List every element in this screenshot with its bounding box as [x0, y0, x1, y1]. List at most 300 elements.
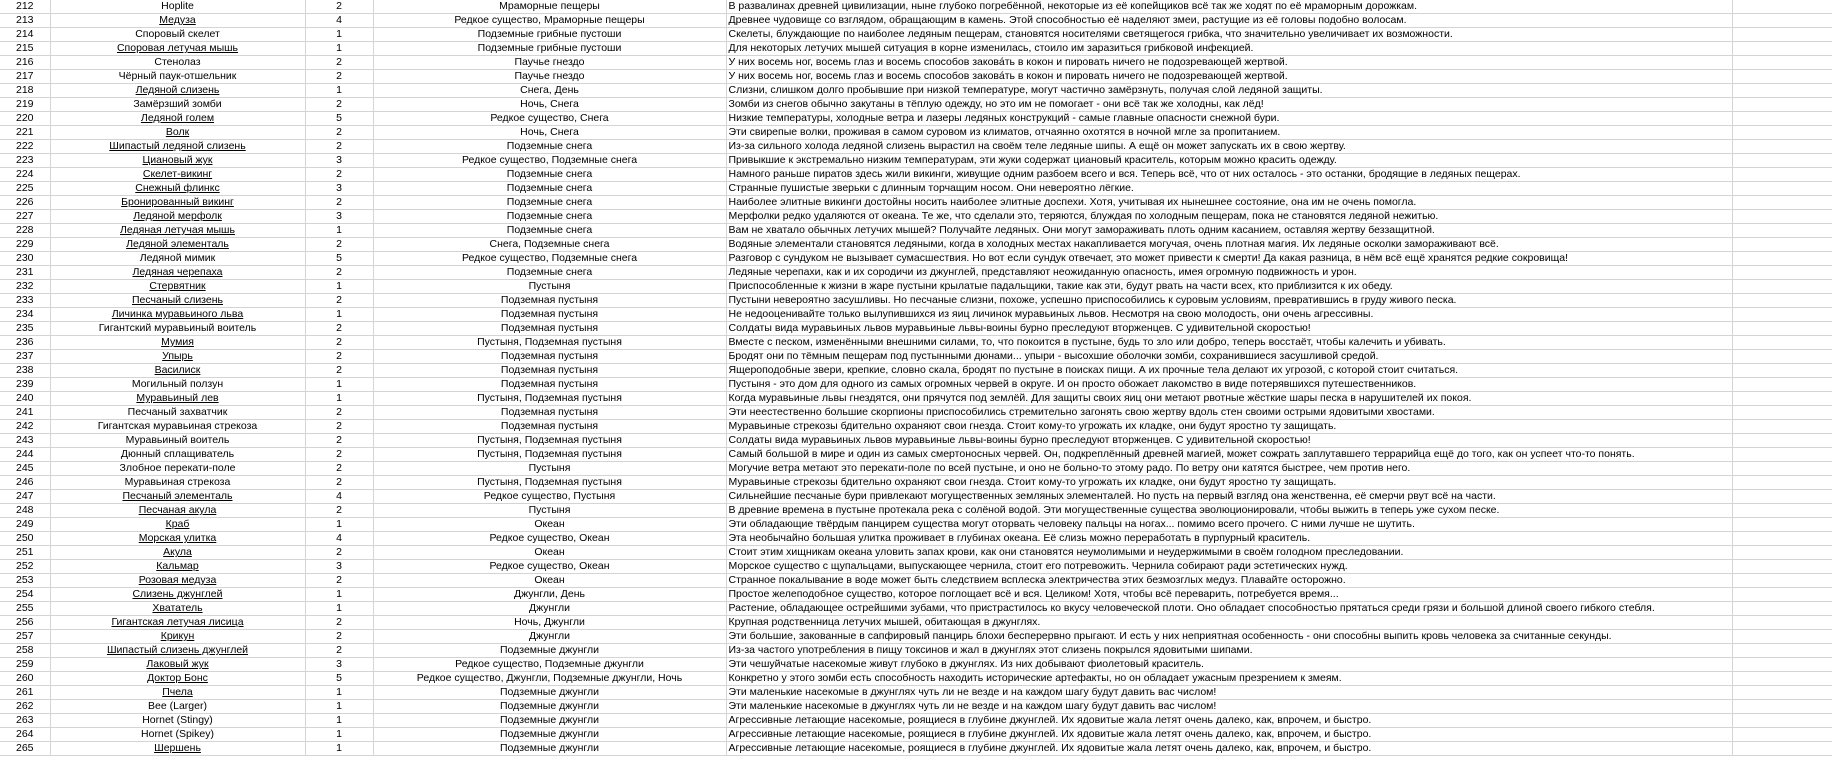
cell-empty[interactable]	[1732, 672, 1832, 686]
cell-environment[interactable]: Подземные снега	[373, 168, 726, 182]
cell-empty[interactable]	[1732, 574, 1832, 588]
cell-description[interactable]: Странное покалывание в воде может быть следствием всплеска электричества этих безмозглых медуз. Плавайте осторожно.	[726, 574, 1732, 588]
cell-empty[interactable]	[1732, 56, 1832, 70]
cell-empty[interactable]	[1732, 28, 1832, 42]
cell-id[interactable]: 221	[0, 126, 50, 140]
cell-environment[interactable]: Подземная пустыня	[373, 294, 726, 308]
cell-description[interactable]: Эти чешуйчатые насекомые живут глубоко в джунглях. Из них добывают фиолетовый краситель.	[726, 658, 1732, 672]
cell-empty[interactable]	[1732, 168, 1832, 182]
cell-environment[interactable]: Подземные джунгли	[373, 728, 726, 742]
cell-id[interactable]: 230	[0, 252, 50, 266]
cell-empty[interactable]	[1732, 714, 1832, 728]
cell-name[interactable]: Стенолаз	[50, 56, 305, 70]
creature-link[interactable]: Ледяной слизень	[135, 84, 220, 96]
cell-id[interactable]: 249	[0, 518, 50, 532]
creature-link[interactable]: Ледяной элементаль	[126, 238, 229, 250]
creature-link[interactable]: Ледяная черепаха	[132, 266, 223, 278]
cell-environment[interactable]: Подземная пустыня	[373, 308, 726, 322]
cell-empty[interactable]	[1732, 630, 1832, 644]
cell-environment[interactable]: Подземная пустыня	[373, 364, 726, 378]
cell-environment[interactable]: Пустыня, Подземная пустыня	[373, 476, 726, 490]
cell-id[interactable]: 239	[0, 378, 50, 392]
cell-name[interactable]	[50, 560, 305, 574]
cell-environment[interactable]: Подземные снега	[373, 140, 726, 154]
cell-count[interactable]: 1	[305, 378, 373, 392]
cell-empty[interactable]	[1732, 378, 1832, 392]
cell-name[interactable]	[50, 126, 305, 140]
cell-environment[interactable]: Подземная пустыня	[373, 322, 726, 336]
cell-environment[interactable]: Редкое существо, Подземные снега	[373, 154, 726, 168]
cell-empty[interactable]	[1732, 462, 1832, 476]
cell-empty[interactable]	[1732, 84, 1832, 98]
cell-id[interactable]: 264	[0, 728, 50, 742]
cell-environment[interactable]: Редкое существо, Подземные джунгли	[373, 658, 726, 672]
cell-id[interactable]: 217	[0, 70, 50, 84]
cell-id[interactable]: 216	[0, 56, 50, 70]
cell-id[interactable]: 253	[0, 574, 50, 588]
cell-name[interactable]	[50, 644, 305, 658]
cell-id[interactable]: 229	[0, 238, 50, 252]
cell-name[interactable]	[50, 364, 305, 378]
cell-environment[interactable]: Редкое существо, Снега	[373, 112, 726, 126]
cell-description[interactable]: Морское существо с щупальцами, выпускающее чернила, стоит его потревожить. Чернила собирают ради эстетических нужд.	[726, 560, 1732, 574]
cell-environment[interactable]: Пустыня	[373, 504, 726, 518]
cell-description[interactable]: Пустыни невероятно засушливы. Но песчаные слизни, похоже, успешно приспособились к суровым условиям, превратившись в груду живого песка.	[726, 294, 1732, 308]
cell-name[interactable]	[50, 266, 305, 280]
cell-id[interactable]: 213	[0, 14, 50, 28]
creature-link[interactable]: Слизень джунглей	[132, 588, 223, 600]
cell-empty[interactable]	[1732, 518, 1832, 532]
cell-environment[interactable]: Подземные джунгли	[373, 700, 726, 714]
cell-description[interactable]: Слизни, слишком долго пробывшие при низкой температуре, могут частично замёрзнуть, получая слой ледяной защиты.	[726, 84, 1732, 98]
creature-link[interactable]: Волк	[165, 126, 190, 138]
cell-count[interactable]: 2	[305, 630, 373, 644]
cell-name[interactable]: Дюнный сплащиватель	[50, 448, 305, 462]
cell-id[interactable]: 228	[0, 224, 50, 238]
creature-link[interactable]: Акула	[163, 546, 192, 558]
creature-link[interactable]: Пчела	[162, 686, 193, 698]
cell-description[interactable]: Ящероподобные звери, крепкие, словно скала, бродят по пустыне в поисках пищи. А их прочные тела делают их угрозой, с которой стоит считаться.	[726, 364, 1732, 378]
creature-link[interactable]: Ледяной мерфолк	[133, 210, 222, 222]
cell-name[interactable]: Hornet (Stingy)	[50, 714, 305, 728]
cell-empty[interactable]	[1732, 532, 1832, 546]
cell-empty[interactable]	[1732, 420, 1832, 434]
cell-name[interactable]	[50, 280, 305, 294]
cell-environment[interactable]: Подземные джунгли	[373, 742, 726, 756]
cell-description[interactable]: Агрессивные летающие насекомые, роящиеся в глубине джунглей. Их ядовитые жала летят очень далеко, как, впрочем, и быстро.	[726, 742, 1732, 756]
cell-environment[interactable]: Редкое существо, Джунгли, Подземные джунгли, Ночь	[373, 672, 726, 686]
cell-description[interactable]: Эти обладающие твёрдым панцирем существа могут оторвать человеку пальцы на ногах... помимо всего прочего. С ними лучше не шутить.	[726, 518, 1732, 532]
cell-count[interactable]: 1	[305, 392, 373, 406]
cell-empty[interactable]	[1732, 434, 1832, 448]
cell-environment[interactable]: Подземная пустыня	[373, 378, 726, 392]
creature-link[interactable]: Кальмар	[156, 560, 199, 572]
cell-id[interactable]: 234	[0, 308, 50, 322]
cell-id[interactable]: 241	[0, 406, 50, 420]
cell-description[interactable]: Солдаты вида муравьиных львов муравьиные львы-воины бурно преследуют вторженцев. С удивительной скоростью!	[726, 322, 1732, 336]
cell-empty[interactable]	[1732, 112, 1832, 126]
cell-environment[interactable]: Редкое существо, Пустыня	[373, 490, 726, 504]
cell-id[interactable]: 220	[0, 112, 50, 126]
cell-count[interactable]: 2	[305, 56, 373, 70]
cell-environment[interactable]: Подземные снега	[373, 266, 726, 280]
cell-description[interactable]: Из-за частого употребления в пищу токсинов и жал в джунглях этот слизень покрылся ядовитыми шипами.	[726, 644, 1732, 658]
cell-count[interactable]: 2	[305, 574, 373, 588]
cell-count[interactable]: 5	[305, 112, 373, 126]
cell-id[interactable]: 258	[0, 644, 50, 658]
cell-count[interactable]: 3	[305, 210, 373, 224]
cell-description[interactable]: Растение, обладающее острейшими зубами, что пристрастилось ко вкусу человеческой плоти. Оно обладает способностью прятаться среди грязи и большой длиной своего гибкого стебля.	[726, 602, 1732, 616]
cell-name[interactable]	[50, 308, 305, 322]
creature-link[interactable]: Хвататель	[152, 602, 203, 614]
cell-id[interactable]: 250	[0, 532, 50, 546]
cell-name[interactable]	[50, 196, 305, 210]
cell-environment[interactable]: Пустыня, Подземная пустыня	[373, 336, 726, 350]
cell-count[interactable]: 1	[305, 28, 373, 42]
cell-environment[interactable]: Пустыня	[373, 280, 726, 294]
cell-count[interactable]: 2	[305, 70, 373, 84]
cell-description[interactable]: Из-за сильного холода ледяной слизень вырастил на своём теле ледяные шипы. А ещё он может запускать их в свою жертву.	[726, 140, 1732, 154]
cell-empty[interactable]	[1732, 42, 1832, 56]
cell-description[interactable]: В древние времена в пустыне протекала река с солёной водой. Эти могущественные существа эволюционировали, чтобы выжить в теперь уже сухом песке.	[726, 504, 1732, 518]
cell-description[interactable]: У них восемь ног, восемь глаз и восемь способов закова́ть в кокон и пировать ничего не подозревающей жертвой.	[726, 70, 1732, 84]
creature-link[interactable]: Шершень	[154, 742, 201, 754]
cell-description[interactable]: Странные пушистые зверьки с длинным торчащим носом. Они невероятно лёгкие.	[726, 182, 1732, 196]
cell-description[interactable]: В развалинах древней цивилизации, ныне глубоко погребённой, некоторые из её копейщиков всё так же ходят по её мраморным дорожкам.	[726, 0, 1732, 14]
cell-name[interactable]	[50, 602, 305, 616]
cell-count[interactable]: 2	[305, 476, 373, 490]
creature-link[interactable]: Личинка муравьиного льва	[111, 308, 244, 320]
cell-id[interactable]: 257	[0, 630, 50, 644]
cell-environment[interactable]: Пустыня, Подземная пустыня	[373, 392, 726, 406]
cell-description[interactable]: Разговор с сундуком не вызывает сумасшествия. Но вот если сундук отвечает, это может привести к смерти! Да какая разница, в нём всё ещё хранятся редкие сокровища!	[726, 252, 1732, 266]
cell-environment[interactable]: Ночь, Снега	[373, 126, 726, 140]
cell-empty[interactable]	[1732, 392, 1832, 406]
cell-description[interactable]: Агрессивные летающие насекомые, роящиеся в глубине джунглей. Их ядовитые жала летят очень далеко, как, впрочем, и быстро.	[726, 714, 1732, 728]
cell-environment[interactable]: Снега, Подземные снега	[373, 238, 726, 252]
cell-count[interactable]: 2	[305, 364, 373, 378]
cell-name[interactable]	[50, 630, 305, 644]
cell-environment[interactable]: Пустыня, Подземная пустыня	[373, 434, 726, 448]
cell-id[interactable]: 254	[0, 588, 50, 602]
cell-name[interactable]: Муравьиная стрекоза	[50, 476, 305, 490]
creature-link[interactable]: Крикун	[160, 630, 195, 642]
cell-name[interactable]	[50, 686, 305, 700]
cell-id[interactable]: 224	[0, 168, 50, 182]
cell-name[interactable]: Hoplite	[50, 0, 305, 14]
creature-link[interactable]: Мумия	[161, 336, 194, 348]
cell-environment[interactable]: Подземные снега	[373, 224, 726, 238]
cell-description[interactable]: Бродят они по тёмным пещерам под пустынными дюнами... упыри - высохшие оболочки зомби, сохранившиеся засушливой средой.	[726, 350, 1732, 364]
cell-id[interactable]: 242	[0, 420, 50, 434]
cell-count[interactable]: 1	[305, 280, 373, 294]
creature-link[interactable]: Доктор Бонс	[147, 672, 208, 684]
cell-description[interactable]: Эти маленькие насекомые в джунглях чуть ли не везде и на каждом шагу будут давить вас числом!	[726, 686, 1732, 700]
cell-count[interactable]: 2	[305, 294, 373, 308]
cell-name[interactable]	[50, 140, 305, 154]
cell-count[interactable]: 1	[305, 742, 373, 756]
cell-environment[interactable]: Подземная пустыня	[373, 406, 726, 420]
cell-count[interactable]: 2	[305, 238, 373, 252]
cell-empty[interactable]	[1732, 560, 1832, 574]
cell-id[interactable]: 256	[0, 616, 50, 630]
cell-description[interactable]: Вместе с песком, изменёнными внешними силами, то, что покоится в пустыне, будь то зло или добро, теперь восстаёт, чтобы калечить и убивать.	[726, 336, 1732, 350]
cell-description[interactable]: Древнее чудовище со взглядом, обращающим в камень. Этой способностью её наделяют змеи, растущие из её головы подобно волосам.	[726, 14, 1732, 28]
cell-count[interactable]: 1	[305, 602, 373, 616]
creature-link[interactable]: Снежный флинкс	[135, 182, 220, 194]
cell-name[interactable]: Муравьиный воитель	[50, 434, 305, 448]
cell-empty[interactable]	[1732, 658, 1832, 672]
cell-count[interactable]: 5	[305, 672, 373, 686]
cell-description[interactable]: Привыкшие к экстремально низким температурам, эти жуки содержат циановый краситель, которым можно красить одежду.	[726, 154, 1732, 168]
cell-environment[interactable]: Ночь, Снега	[373, 98, 726, 112]
cell-description[interactable]: Солдаты вида муравьиных львов муравьиные львы-воины бурно преследуют вторженцев. С удивительной скоростью!	[726, 434, 1732, 448]
creature-link[interactable]: Стервятник	[149, 280, 206, 292]
creature-link[interactable]: Ледяной голем	[140, 112, 215, 124]
cell-empty[interactable]	[1732, 350, 1832, 364]
cell-description[interactable]: Простое желеподобное существо, которое поглощает всё и вся. Целиком! Хотя, чтобы всё переварить, потребуется время...	[726, 588, 1732, 602]
cell-empty[interactable]	[1732, 294, 1832, 308]
cell-count[interactable]: 1	[305, 518, 373, 532]
cell-count[interactable]: 2	[305, 546, 373, 560]
cell-environment[interactable]: Редкое существо, Мраморные пещеры	[373, 14, 726, 28]
cell-description[interactable]: Не недооценивайте только вылупившихся из яиц личинок муравьиных львов. Несмотря на свою молодость, они очень агрессивны.	[726, 308, 1732, 322]
cell-name[interactable]	[50, 546, 305, 560]
cell-name[interactable]	[50, 518, 305, 532]
cell-description[interactable]: Эти неестественно большие скорпионы приспособились стремительно загонять свою жертву вдоль стен своими острыми ядовитыми хвостами.	[726, 406, 1732, 420]
cell-description[interactable]: Могучие ветра метают это перекати-поле по всей пустыне, и оно не больно-то этому радо. По ветру они катятся быстрее, чем против него.	[726, 462, 1732, 476]
cell-count[interactable]: 2	[305, 98, 373, 112]
creature-link[interactable]: Циановый жук	[142, 154, 213, 166]
cell-empty[interactable]	[1732, 490, 1832, 504]
cell-id[interactable]: 245	[0, 462, 50, 476]
cell-description[interactable]: Наиболее элитные викинги достойны носить наиболее элитные доспехи. Хотя, учитывая их нынешнее состояние, она им не очень помогла.	[726, 196, 1732, 210]
cell-empty[interactable]	[1732, 742, 1832, 756]
cell-environment[interactable]: Подземные грибные пустоши	[373, 28, 726, 42]
cell-id[interactable]: 227	[0, 210, 50, 224]
cell-empty[interactable]	[1732, 14, 1832, 28]
cell-description[interactable]: Эти свирепые волки, проживая в самом суровом из климатов, отчаянно охотятся в ночной мгле за пропитанием.	[726, 126, 1732, 140]
cell-description[interactable]: Для некоторых летучих мышей ситуация в корне изменилась, стоило им заразиться грибковой инфекцией.	[726, 42, 1732, 56]
cell-description[interactable]: Эти большие, закованные в сапфировый панцирь блохи бесперервно прыгают. И есть у них неприятная особенность - они способны выпить кровь человека за считанные секунды.	[726, 630, 1732, 644]
cell-environment[interactable]: Пустыня	[373, 462, 726, 476]
cell-id[interactable]: 231	[0, 266, 50, 280]
cell-empty[interactable]	[1732, 588, 1832, 602]
cell-description[interactable]: Самый большой в мире и один из самых смертоносных червей. Он, подкреплённый древней магией, может сожрать заплутавшего террарийца ещё до того, как он успеет что-то понять.	[726, 448, 1732, 462]
cell-environment[interactable]: Снега, День	[373, 84, 726, 98]
cell-name[interactable]	[50, 672, 305, 686]
creature-link[interactable]: Бронированный викинг	[121, 196, 234, 208]
cell-empty[interactable]	[1732, 546, 1832, 560]
cell-empty[interactable]	[1732, 140, 1832, 154]
cell-count[interactable]: 5	[305, 252, 373, 266]
cell-count[interactable]: 1	[305, 588, 373, 602]
cell-name[interactable]	[50, 742, 305, 756]
cell-description[interactable]: Когда муравьиные львы гнездятся, они прячутся под землёй. Для защиты своих яиц они метают рвотные жёсткие шары песка в нарушителей их покоя.	[726, 392, 1732, 406]
cell-description[interactable]: У них восемь ног, восемь глаз и восемь способов закова́ть в кокон и пировать ничего не подозревающей жертвой.	[726, 56, 1732, 70]
cell-name[interactable]: Могильный ползун	[50, 378, 305, 392]
cell-environment[interactable]: Океан	[373, 518, 726, 532]
cell-description[interactable]: Агрессивные летающие насекомые, роящиеся в глубине джунглей. Их ядовитые жала летят очень далеко, как, впрочем, и быстро.	[726, 728, 1732, 742]
cell-description[interactable]: Сильнейшие песчаные бури привлекают могущественных земляных элементалей. Но пусть на первый взгляд она женственна, её смерчи рвут всё на части.	[726, 490, 1732, 504]
cell-id[interactable]: 225	[0, 182, 50, 196]
cell-count[interactable]: 1	[305, 308, 373, 322]
cell-description[interactable]: Пустыня - это дом для одного из самых огромных червей в округе. И он просто обожает лакомство в виде потерявшихся путешественников.	[726, 378, 1732, 392]
cell-environment[interactable]: Паучье гнездо	[373, 56, 726, 70]
cell-empty[interactable]	[1732, 308, 1832, 322]
cell-name[interactable]	[50, 84, 305, 98]
cell-name[interactable]	[50, 14, 305, 28]
cell-id[interactable]: 212	[0, 0, 50, 14]
creature-link[interactable]: Шипастый слизень джунглей	[106, 644, 249, 656]
cell-id[interactable]: 232	[0, 280, 50, 294]
cell-id[interactable]: 240	[0, 392, 50, 406]
cell-name[interactable]	[50, 504, 305, 518]
cell-name[interactable]	[50, 532, 305, 546]
cell-count[interactable]: 2	[305, 266, 373, 280]
cell-name[interactable]: Ледяной мимик	[50, 252, 305, 266]
cell-name[interactable]: Bee (Larger)	[50, 700, 305, 714]
cell-name[interactable]	[50, 658, 305, 672]
cell-name[interactable]: Гигантский муравьиный воитель	[50, 322, 305, 336]
cell-count[interactable]: 1	[305, 714, 373, 728]
cell-description[interactable]: Муравьиные стрекозы бдительно охраняют свои гнезда. Стоит кому-то угрожать их кладке, они будут яростно ту защищать.	[726, 476, 1732, 490]
creature-link[interactable]: Краб	[165, 518, 190, 530]
cell-count[interactable]: 1	[305, 728, 373, 742]
cell-description[interactable]: Приспособленные к жизни в жаре пустыни крылатые падальщики, такие как эти, будут рвать на части всех, кто приблизится к их обеду.	[726, 280, 1732, 294]
cell-count[interactable]: 2	[305, 0, 373, 14]
cell-id[interactable]: 243	[0, 434, 50, 448]
cell-id[interactable]: 233	[0, 294, 50, 308]
cell-description[interactable]: Конкретно у этого зомби есть способность находить исторические артефакты, но он обладает ужасным презрением к змеям.	[726, 672, 1732, 686]
cell-environment[interactable]: Ночь, Джунгли	[373, 616, 726, 630]
cell-description[interactable]: Муравьиные стрекозы бдительно охраняют свои гнезда. Стоит кому-то угрожать их кладке, они будут яростно ту защищать.	[726, 420, 1732, 434]
cell-count[interactable]: 2	[305, 448, 373, 462]
cell-description[interactable]: Вам не хватало обычных летучих мышей? Получайте ледяных. Они могут замораживать плоть одним касанием, оставляя жертву беззащитной.	[726, 224, 1732, 238]
cell-id[interactable]: 219	[0, 98, 50, 112]
cell-environment[interactable]: Подземные джунгли	[373, 686, 726, 700]
cell-count[interactable]: 2	[305, 616, 373, 630]
creature-link[interactable]: Медуза	[159, 14, 196, 26]
cell-name[interactable]	[50, 42, 305, 56]
cell-count[interactable]: 4	[305, 532, 373, 546]
cell-count[interactable]: 2	[305, 350, 373, 364]
cell-name[interactable]	[50, 154, 305, 168]
cell-empty[interactable]	[1732, 266, 1832, 280]
cell-description[interactable]: Водяные элементали становятся ледяными, когда в холодных местах накапливается могучая, очень плотная магия. Их ледяные осколки замораживают всё.	[726, 238, 1732, 252]
cell-id[interactable]: 237	[0, 350, 50, 364]
cell-empty[interactable]	[1732, 728, 1832, 742]
cell-environment[interactable]: Джунгли	[373, 630, 726, 644]
cell-description[interactable]: Эти маленькие насекомые в джунглях чуть ли не везде и на каждом шагу будут давить вас числом!	[726, 700, 1732, 714]
cell-environment[interactable]: Подземные джунгли	[373, 644, 726, 658]
cell-empty[interactable]	[1732, 182, 1832, 196]
cell-count[interactable]: 2	[305, 126, 373, 140]
cell-id[interactable]: 215	[0, 42, 50, 56]
cell-id[interactable]: 252	[0, 560, 50, 574]
cell-description[interactable]: Крупная родственница летучих мышей, обитающая в джунглях.	[726, 616, 1732, 630]
cell-empty[interactable]	[1732, 322, 1832, 336]
cell-id[interactable]: 218	[0, 84, 50, 98]
cell-description[interactable]: Намного раньше пиратов здесь жили викинги, живущие одним разбоем всего и вся. Теперь всё, что от них осталось - это останки, бродящие в ледяных пещерах.	[726, 168, 1732, 182]
cell-name[interactable]: Hornet (Spikey)	[50, 728, 305, 742]
cell-empty[interactable]	[1732, 0, 1832, 14]
cell-count[interactable]: 2	[305, 462, 373, 476]
cell-environment[interactable]: Подземная пустыня	[373, 420, 726, 434]
cell-id[interactable]: 246	[0, 476, 50, 490]
cell-count[interactable]: 2	[305, 644, 373, 658]
cell-name[interactable]	[50, 350, 305, 364]
cell-name[interactable]: Чёрный паук-отшельник	[50, 70, 305, 84]
cell-count[interactable]: 1	[305, 42, 373, 56]
cell-id[interactable]: 235	[0, 322, 50, 336]
cell-empty[interactable]	[1732, 126, 1832, 140]
cell-id[interactable]: 255	[0, 602, 50, 616]
cell-id[interactable]: 236	[0, 336, 50, 350]
cell-count[interactable]: 1	[305, 686, 373, 700]
creature-link[interactable]: Василиск	[154, 364, 201, 376]
cell-name[interactable]	[50, 238, 305, 252]
cell-environment[interactable]: Подземные снега	[373, 196, 726, 210]
cell-environment[interactable]: Пустыня, Подземная пустыня	[373, 448, 726, 462]
cell-empty[interactable]	[1732, 616, 1832, 630]
cell-count[interactable]: 3	[305, 658, 373, 672]
cell-environment[interactable]: Мраморные пещеры	[373, 0, 726, 14]
cell-name[interactable]	[50, 392, 305, 406]
creature-link[interactable]: Скелет-викинг	[142, 168, 213, 180]
cell-empty[interactable]	[1732, 238, 1832, 252]
cell-name[interactable]	[50, 112, 305, 126]
cell-empty[interactable]	[1732, 210, 1832, 224]
cell-empty[interactable]	[1732, 336, 1832, 350]
cell-count[interactable]: 2	[305, 504, 373, 518]
cell-name[interactable]	[50, 616, 305, 630]
cell-count[interactable]: 3	[305, 560, 373, 574]
cell-id[interactable]: 223	[0, 154, 50, 168]
cell-id[interactable]: 265	[0, 742, 50, 756]
cell-description[interactable]: Зомби из снегов обычно закутаны в тёплую одежду, но это им не помогает - они всё так же холодны, как лёд!	[726, 98, 1732, 112]
cell-empty[interactable]	[1732, 504, 1832, 518]
cell-empty[interactable]	[1732, 154, 1832, 168]
cell-count[interactable]: 3	[305, 182, 373, 196]
cell-description[interactable]: Эта необычайно большая улитка проживает в глубинах океана. Её слизь можно переработать в пурпурный краситель.	[726, 532, 1732, 546]
cell-count[interactable]: 2	[305, 322, 373, 336]
cell-name[interactable]: Гигантская муравьиная стрекоза	[50, 420, 305, 434]
cell-empty[interactable]	[1732, 406, 1832, 420]
cell-name[interactable]	[50, 168, 305, 182]
cell-id[interactable]: 238	[0, 364, 50, 378]
cell-count[interactable]: 3	[305, 154, 373, 168]
cell-environment[interactable]: Океан	[373, 574, 726, 588]
cell-id[interactable]: 251	[0, 546, 50, 560]
cell-count[interactable]: 2	[305, 336, 373, 350]
cell-id[interactable]: 226	[0, 196, 50, 210]
cell-id[interactable]: 244	[0, 448, 50, 462]
cell-empty[interactable]	[1732, 476, 1832, 490]
cell-environment[interactable]: Паучье гнездо	[373, 70, 726, 84]
creature-link[interactable]: Споровая летучая мышь	[116, 42, 239, 54]
cell-count[interactable]: 2	[305, 196, 373, 210]
cell-empty[interactable]	[1732, 70, 1832, 84]
cell-id[interactable]: 214	[0, 28, 50, 42]
cell-name[interactable]	[50, 490, 305, 504]
creature-link[interactable]: Песчаный элементаль	[122, 490, 233, 502]
cell-empty[interactable]	[1732, 224, 1832, 238]
creature-link[interactable]: Гигантская летучая лисица	[111, 616, 244, 628]
cell-empty[interactable]	[1732, 98, 1832, 112]
cell-empty[interactable]	[1732, 364, 1832, 378]
cell-empty[interactable]	[1732, 700, 1832, 714]
